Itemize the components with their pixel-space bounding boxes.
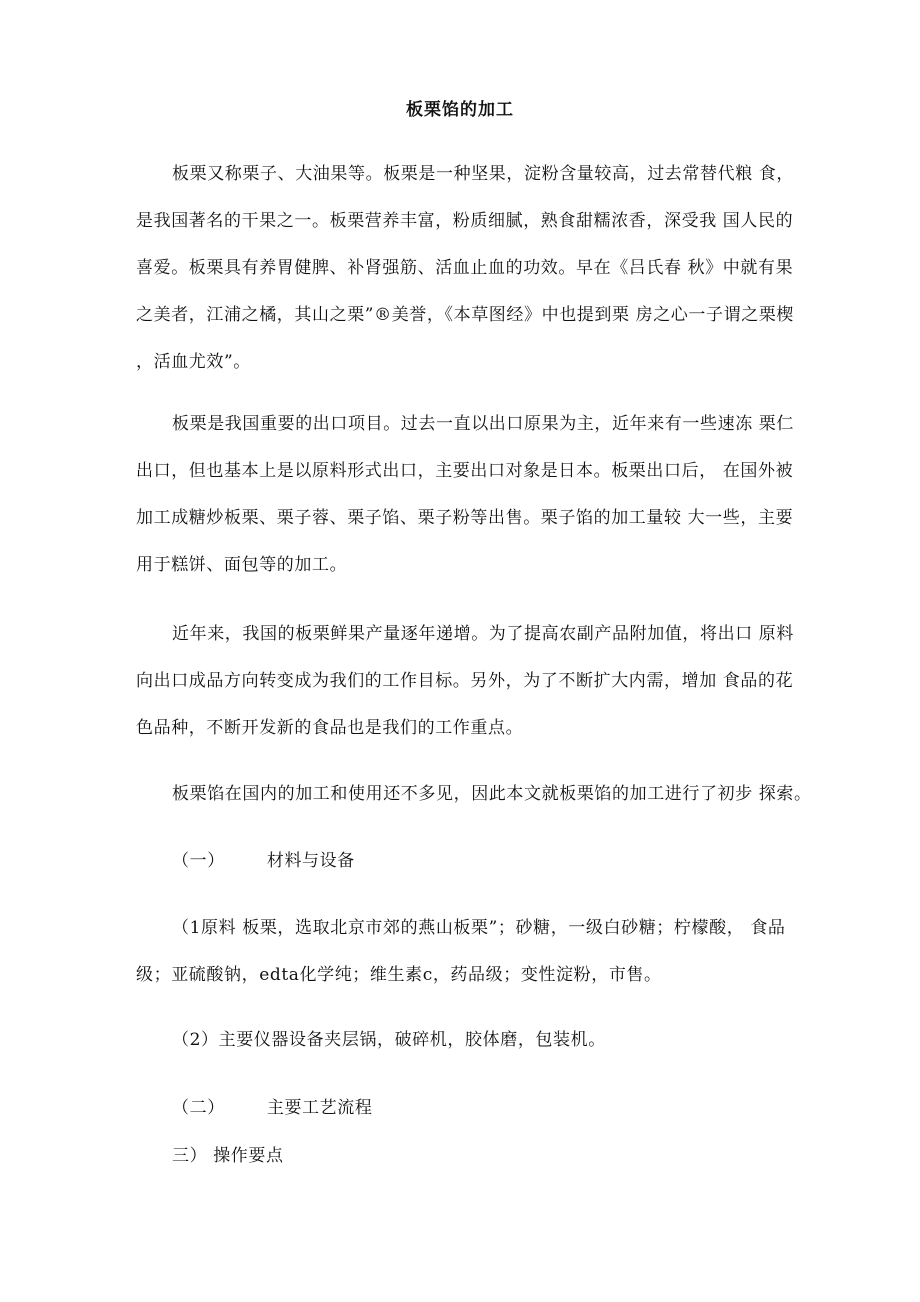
paragraph-line: 向出口成品方向转变成为我们的工作目标。另外，为了不断扩大内需，增加 食品的花 <box>136 671 794 691</box>
section-heading-materials <box>172 846 355 876</box>
section-number: （二） <box>172 1098 225 1118</box>
paragraph-materials <box>136 905 800 999</box>
paragraph-equipment: （2）主要仪器设备夹层锅，破碎机，胶体磨，包装机。 <box>172 1030 606 1050</box>
paragraph-goals <box>136 611 800 752</box>
paragraph-line: 用于糕饼、面包等的加工。 <box>136 555 348 575</box>
paragraph-line: 级；亚硫酸钠，edta化学纯；维生素c，药品级；变性淀粉，市售。 <box>136 965 662 985</box>
paragraph-line: 板栗馅在国内的加工和使用还不多见，因此本文就板栗馅的加工进行了初步 探索。 <box>172 784 812 804</box>
paragraph-line: 出口，但也基本上是以原料形式出口，主要出口对象是日本。板栗出口后， 在国外被 <box>136 461 794 481</box>
section-heading-process <box>172 1093 372 1123</box>
paragraph-export <box>136 401 800 589</box>
paragraph-line: 加工成糖炒板栗、栗子蓉、栗子馅、栗子粉等出售。栗子馅的加工量较 大一些，主要 <box>136 508 794 528</box>
paragraph-intro <box>136 151 800 386</box>
paragraph-line: 板栗是我国重要的出口项目。过去一直以出口原果为主，近年来有一些速冻 栗仁 <box>172 414 795 434</box>
section-label: 材料与设备 <box>266 851 355 871</box>
paragraph-line: （1原料 板栗，选取北京市郊的燕山板栗”；砂糖，一级白砂糖；柠檬酸， 食品 <box>172 918 786 938</box>
section-label: 主要工艺流程 <box>266 1098 373 1118</box>
paragraph-line: 是我国著名的干果之一。板栗营养丰富，粉质细腻，熟食甜糯浓香，深受我 国人民的 <box>136 211 794 231</box>
paragraph-purpose <box>136 771 812 818</box>
paragraph-line: ，活血尤效”。 <box>136 352 251 372</box>
section-number: （一） <box>172 851 225 871</box>
paragraph-line: 色品种，不断开发新的食品也是我们的工作重点。 <box>136 718 524 738</box>
paragraph-line: 板栗又称栗子、大油果等。板栗是一种坚果，淀粉含量较高，过去常替代粮 食， <box>172 164 795 184</box>
paragraph-line: 近年来，我国的板栗鲜果产量逐年递增。为了提高农副产品附加值，将出口 原料 <box>172 624 795 644</box>
paragraph-line: 之美者，江浦之橘，其山之栗”®美誉，《本草图经》中也提到栗 房之心一子谓之栗楔 <box>136 305 794 325</box>
section-heading-operation: 三） 操作要点 <box>172 1146 284 1166</box>
document-title: 板栗馅的加工 <box>406 100 514 120</box>
paragraph-line: 喜爱。板栗具有养胃健脾、补肾强筋、活血止血的功效。早在《吕氏春 秋》中就有果 <box>136 258 794 278</box>
